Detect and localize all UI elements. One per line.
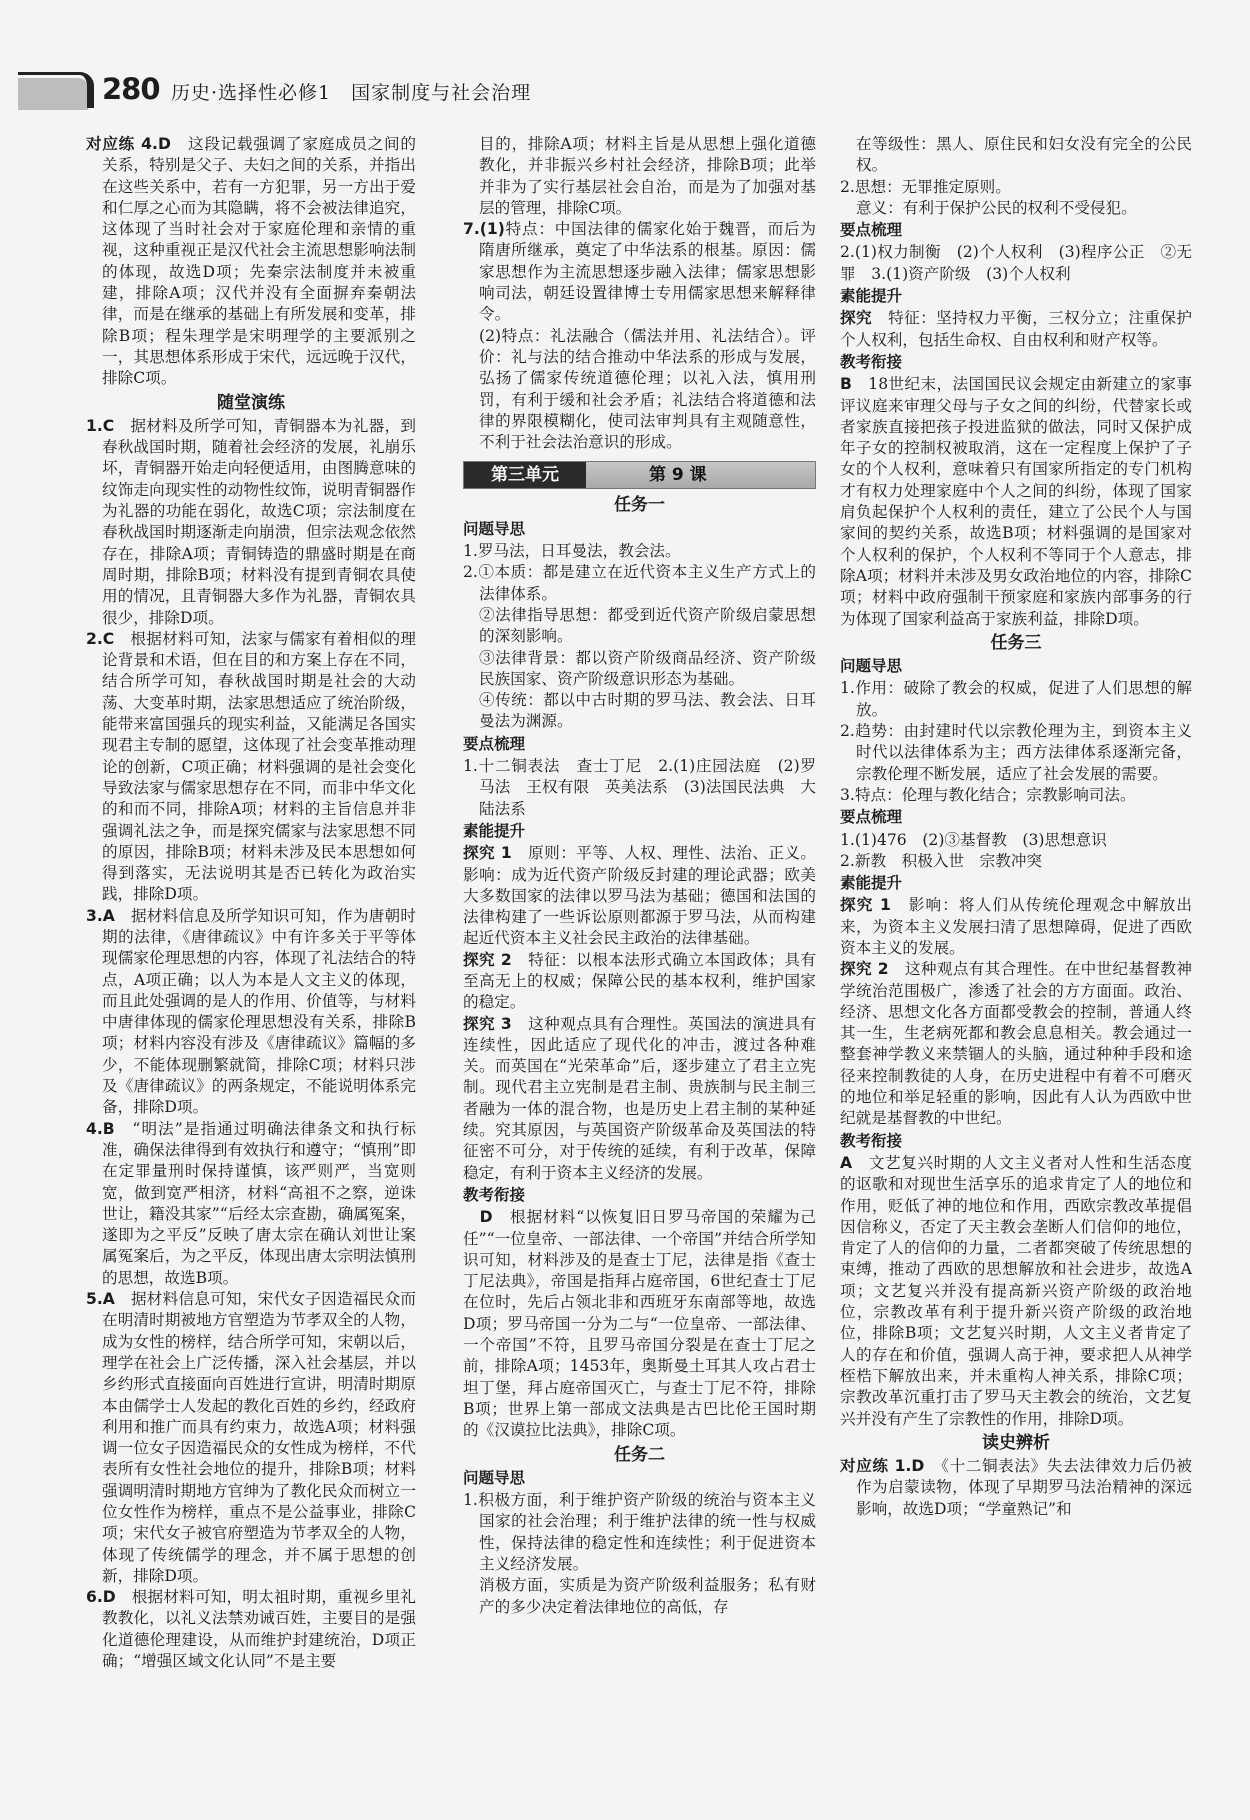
book-title: 历史·选择性必修1 国家制度与社会治理 bbox=[171, 82, 532, 104]
answer-item: 7.(1)特点：中国法律的儒家化始于魏晋，而后为隋唐所继承，奠定了中华法系的根基。原因：儒家思想作为主流思想逐步融入法律；儒家思想影响司法，朝廷设置律博士专用儒家思想来解释律令。 bbox=[463, 220, 816, 324]
answer-continuation: 在等级性：黑人、原住民和妇女没有完全的公民权。 bbox=[856, 135, 1192, 175]
list-item: 消极方面，实质是为资产阶级利益服务；私有财产的多少决定着法律地位的高低，存 bbox=[479, 1576, 816, 1616]
list-item: 1.作用：破除了教会的权威，促进了人们思想的解放。 bbox=[840, 679, 1192, 719]
answer-item: 6.D 根据材料可知，明太祖时期，重视乡里礼教教化，以礼义法禁劝诫百姓，主要目的是强化道德伦理建设，从而维护封建统治，D项正确；“增强区域文化认同”不是主要 bbox=[86, 1588, 416, 1671]
column-left bbox=[86, 134, 416, 1672]
subheading: 教考衔接 bbox=[840, 352, 903, 371]
task-heading: 任务二 bbox=[614, 1444, 665, 1465]
unit-lesson-banner bbox=[463, 461, 816, 489]
subheading: 素能提升 bbox=[840, 874, 903, 893]
explore-item: 探究 3 这种观点具有合理性。英国法的演进具有连续性，因此适应了现代化的冲击，渡过各种难关。而英国在“光荣革命”后，逐步建立了君主立宪制。现代君主立宪制是君主制、贵族制与民主制三者融为一体的混合物，也是历史上君主制的某种延续。究其原因，与英国资产阶级革命及英国法的特征密不可分，对于传统的延续，有利于改革，保障稳定，有利于资本主义经济的发展。 bbox=[463, 1014, 816, 1182]
answer-item: D 根据材料“以恢复旧日罗马帝国的荣耀为己任”“一位皇帝、一部法律、一个帝国”并结合所学知识可知，材料涉及的是查士丁尼，法律是指《查士丁尼法典》，帝国是指拜占庭帝国，6世纪查士丁尼在位时，先后占领北非和西班牙东南部等地，故选D项；罗马帝国一分为二与“一位皇帝、一部法律、一个帝国”不符，且罗马帝国分裂是在查士丁尼之前，排除A项；1453年，奥斯曼土耳其人攻占君士坦丁堡，拜占庭帝国灭亡，与查士丁尼不符，排除B项；世界上第一部成文法典是古巴比伦王国时期的《汉谟拉比法典》，排除C项。 bbox=[463, 1208, 816, 1440]
subheading: 要点梳理 bbox=[840, 808, 903, 827]
list-item: 2.①本质：都是建立在近代资本主义生产方式上的法律体系。 bbox=[463, 563, 816, 603]
explore-item: 探究 特征：坚持权力平衡，三权分立；注重保护个人权利，包括生命权、自由权利和财产权等。 bbox=[840, 309, 1192, 349]
answer-item: B 18世纪末，法国国民议会规定由新建立的家事评议庭来审理父母与子女之间的纠纷，代替家长或者家族直接把孩子投进监狱的做法，同时又保护成年子女的控制权被取消，这在一定程度上保护了子女的个人权利，意味着只有国家所指定的专门机构才有权力处理家庭中个人之间的纠纷，体现了国家肩负起保护个人权利的责任，建立了公民个人与国家间的契约关系，故选B项；材料强调的是国家对个人权利的保护，个人权利不等同于个人意志，排除A项；材料并未涉及男女政治地位的内容，排除C项；材料中政府强制干预家庭和家族内部事务的行为体现了国家利益高于家族利益，排除D项。 bbox=[840, 375, 1192, 628]
section-heading: 读史辨析 bbox=[982, 1432, 1050, 1453]
subheading: 教考衔接 bbox=[840, 1131, 903, 1150]
column-right bbox=[840, 134, 1192, 1520]
lesson-label: 第 9 课 bbox=[649, 465, 707, 486]
list-item: ④传统：都以中古时期的罗马法、教会法、日耳曼法为渊源。 bbox=[479, 691, 816, 731]
list-item: ②法律指导思想：都受到近代资产阶级启蒙思想的深刻影响。 bbox=[479, 605, 816, 646]
list-item: 1.罗马法，日耳曼法，教会法。 bbox=[463, 542, 681, 561]
list-item: 1.(1)476 (2)③基督教 (3)思想意识 bbox=[840, 830, 1107, 849]
list-item: 意义：有利于保护公民的权利不受侵犯。 bbox=[856, 198, 1137, 217]
subheading: 要点梳理 bbox=[463, 734, 526, 753]
unit-label: 第三单元 bbox=[464, 462, 586, 488]
answer-item: 1.C 据材料及所学可知，青铜器本为礼器，到春秋战国时期，随着社会经济的发展，礼崩乐坏，青铜器开始走向轻便适用，由图腾意味的纹饰走向现实性的动物性纹饰，说明青铜器作为礼器的功能在弱化，故选C项；宗法制度在春秋战国时期逐渐走向崩溃，但宗法观念依然存在，排除A项；青铜铸造的鼎盛时期是在商周时期，排除B项；材料没有提到青铜农具使用的情况，且青铜器大多作为礼器，青铜农具很少，排除D项。 bbox=[86, 416, 416, 627]
column-middle bbox=[463, 134, 816, 1618]
answer-item: A 文艺复兴时期的人文主义者对人性和生活态度的讴歌和对现世生活享乐的追求肯定了人的地位和作用，贬低了神的地位和作用，西欧宗教改革提倡因信称义，否定了天主教会垄断人们信仰的地位，肯定了人的信仰的力量，二者都突破了传统思想的束缚，推动了西欧的思想解放和社会进步，故选A项；文艺复兴并没有提高新兴资产阶级的政治地位，宗教改革有利于提升新兴资产阶级的政治地位，排除B项；文艺复兴时期，人文主义者肯定了人的存在和价值，强调人高于神，要求把人从神学桎梏下解放出来，并未重构人神关系，排除C项；宗教改革沉重打击了罗马天主教会的统治，文艺复兴并没有产生了宗教性的作用，排除D项。 bbox=[840, 1153, 1192, 1428]
header-tab-outline bbox=[18, 72, 94, 108]
section-heading: 随堂演练 bbox=[217, 392, 285, 413]
answer-item: 5.A 据材料信息可知，宋代女子因造福民众而在明清时期被地方官塑造为节孝双全的人物，成为女性的榜样，结合所学可知，宋朝以后，理学在社会上广泛传播，深入社会基层，并以乡约形式直接面向百姓进行宣讲，明清时期原本由儒学士人发起的教化百姓的乡约，经政府利用和推广而具有约束力，故选A项；材料强调一位女子因造福民众的女性成为榜样，不代表所有女性社会地位的提升，排除B项；材料强调明清时期地方官绅为了教化民众而树立一位女性作为榜样，重点不是公益事业，排除C项；宋代女子被官府塑造为节孝双全的人物，体现了传统儒学的理念，并不属于思想的创新，排除D项。 bbox=[86, 1290, 416, 1585]
list-item: 2.思想：无罪推定原则。 bbox=[840, 177, 1011, 196]
list-item: ③法律背景：都以资产阶级商品经济、资产阶级民族国家、资产阶级意识形态为基础。 bbox=[479, 648, 816, 688]
list-item: 1.十二铜表法 查士丁尼 2.(1)庄园法庭 (2)罗马法 王权有限 英美法系 (3)法国民法典 大陆法系 bbox=[463, 757, 816, 818]
answer-item: 3.A 据材料信息及所学知识可知，作为唐朝时期的法律，《唐律疏议》中有许多关于平等体现儒家伦理思想的内容，体现了礼法结合的特点，A项正确；以人为本是人文主义的体现，而且此处强调的是人的作用、价值等，与材料中唐律体现的儒家伦理思想没有关系，排除B项；材料内容没有涉及《唐律疏议》篇幅的多少，不能体现删繁就简，排除C项；材料只涉及《唐律疏议》的两条规定，不能说明体系完备，排除D项。 bbox=[86, 906, 416, 1117]
explore-item: 探究 2 这种观点有其合理性。在中世纪基督教神学统治范围极广，渗透了社会的方方面面。政治、经济、思想文化各方面都受教会的控制，普通人终其一生，生老病死都和教会息息相关。教会通过一整套神学教义来禁锢人的头脑，通过种种手段和途径来控制教徒的人身，在历史进程中有着不可磨灭的地位和举足轻重的影响，因此有人认为西欧中世纪就是基督教的中世纪。 bbox=[840, 960, 1192, 1128]
list-item: 2.趋势：由封建时代以宗教伦理为主，到资本主义时代以法律体系为主；西方法律体系逐渐完备，宗教伦理不断发展，适应了社会发展的需要。 bbox=[840, 722, 1192, 783]
explore-item: 探究 2 特征：以根本法形式确立本国政体；具有至高无上的权威；保障公民的基本权利，维护国家的稳定。 bbox=[463, 950, 816, 1012]
answer-item: 对应练 1.D 《十二铜表法》失去法律效力后仍被作为启蒙读物，体现了早期罗马法治精神的深远影响，故选D项；“学童熟记”和 bbox=[840, 1457, 1192, 1518]
subheading: 教考衔接 bbox=[463, 1185, 526, 1204]
answer-continuation: 目的，排除A项；材料主旨是从思想上强化道德教化，并非振兴乡村社会经济，排除B项；此举并非为了实行基层社会自治，而是为了加强对基层的管理，排除C项。 bbox=[479, 135, 816, 217]
list-item: 1.积极方面，利于维护资产阶级的统治与资本主义国家的社会治理；利于维护法律的统一性与权威性，保持法律的稳定性和连续性；利于促进资本主义经济发展。 bbox=[463, 1491, 816, 1573]
subheading: 要点梳理 bbox=[840, 221, 903, 240]
answer-item: 2.C 根据材料可知，法家与儒家有着相似的理论背景和术语，但在目的和方案上存在不同，结合所学可知，春秋战国时期是社会的大动荡、大变革时期，法家思想适应了统治阶级，能带来富国强兵的现实利益，又能满足各国实现君主专制的愿望，这体现了社会变革推动理论的创新，C项正确；材料强调的是社会变化导致法家与儒家思想存在不同，而非中华文化的和而不同，排除A项；材料的主旨信息并非强调礼法之争，而是探究儒家与法家思想不同的原因，排除B项；材料未涉及民本思想如何得到落实，无法说明其是否已转化为政治实践，排除D项。 bbox=[86, 629, 416, 904]
task-heading: 任务一 bbox=[614, 495, 665, 516]
list-item: 3.特点：伦理与教化结合；宗教影响司法。 bbox=[840, 785, 1136, 804]
list-item: 2.(1)权力制衡 (2)个人权利 (3)程序公正 ②无罪 3.(1)资产阶级 (3)个人权利 bbox=[840, 243, 1192, 283]
explore-item: 探究 1 影响：将人们从传统伦理观念中解放出来，为资本主义发展扫清了思想障碍，促进了西欧资本主义的发展。 bbox=[840, 896, 1192, 957]
subheading: 问题导思 bbox=[463, 1468, 526, 1487]
subheading: 素能提升 bbox=[840, 287, 903, 306]
answer-item-part: (2)特点：礼法融合（儒法并用、礼法结合）。评价：礼与法的结合推动中华法系的形成与发展，弘扬了儒家传统道德伦理；以礼入法，慎用刑罚，有利于缓和社会矛盾；礼法结合将道德和法律的界限模糊化，使司法审判具有主观随意性，不利于社会法治意识的形成。 bbox=[479, 326, 816, 452]
page-header bbox=[18, 72, 1228, 112]
list-item: 2.新教 积极入世 宗教冲突 bbox=[840, 851, 1043, 870]
page-number: 280 bbox=[102, 72, 160, 106]
subheading: 问题导思 bbox=[840, 657, 903, 676]
task-heading: 任务三 bbox=[990, 632, 1042, 653]
answer-item: 4.B “明法”是指通过明确法律条文和执行标准，确保法律得到有效执行和遵守；“慎刑”即在定罪量刑时保持谨慎，该严则严，当宽则宽，做到宽严相济，材料“高祖不之察，逆诛世让，籍没其家”“后经太宗查勘，确属冤案，遂即为之平反”反映了唐太宗在确认刘世让案属冤案后，为之平反，体现出唐太宗明法慎刑的思想，故选B项。 bbox=[86, 1119, 416, 1287]
explore-item: 探究 1 原则：平等、人权、理性、法治、正义。影响：成为近代资产阶级反封建的理论武器；欧美大多数国家的法律以罗马法为基础；德国和法国的法律构建了一些诉讼原则都源于罗马法，从而构建起近代资本主义社会民主政治的法律基础。 bbox=[463, 844, 816, 948]
subheading: 素能提升 bbox=[463, 821, 526, 840]
answer-item: 对应练 4.D 这段记载强调了家庭成员之间的关系，特别是父子、夫妇之间的关系，并指出在这些关系中，若有一方犯罪，另一方出于爱和仁厚之心而为其隐瞒，将不会被法律追究，这体现了当时社会对于家庭伦理和亲情的重视，这种重视正是汉代社会主流思想影响法制的体现，故选D项；先秦宗法制度并未被重建，排除A项；汉代并没有全面摒弃秦朝法律，而是在继承的基础上有所发展和变革，排除B项；程朱理学是宋明理学的主要派别之一，其思想体系形成于宋代，远远晚于汉代，排除C项。 bbox=[86, 135, 416, 388]
subheading: 问题导思 bbox=[463, 519, 526, 538]
